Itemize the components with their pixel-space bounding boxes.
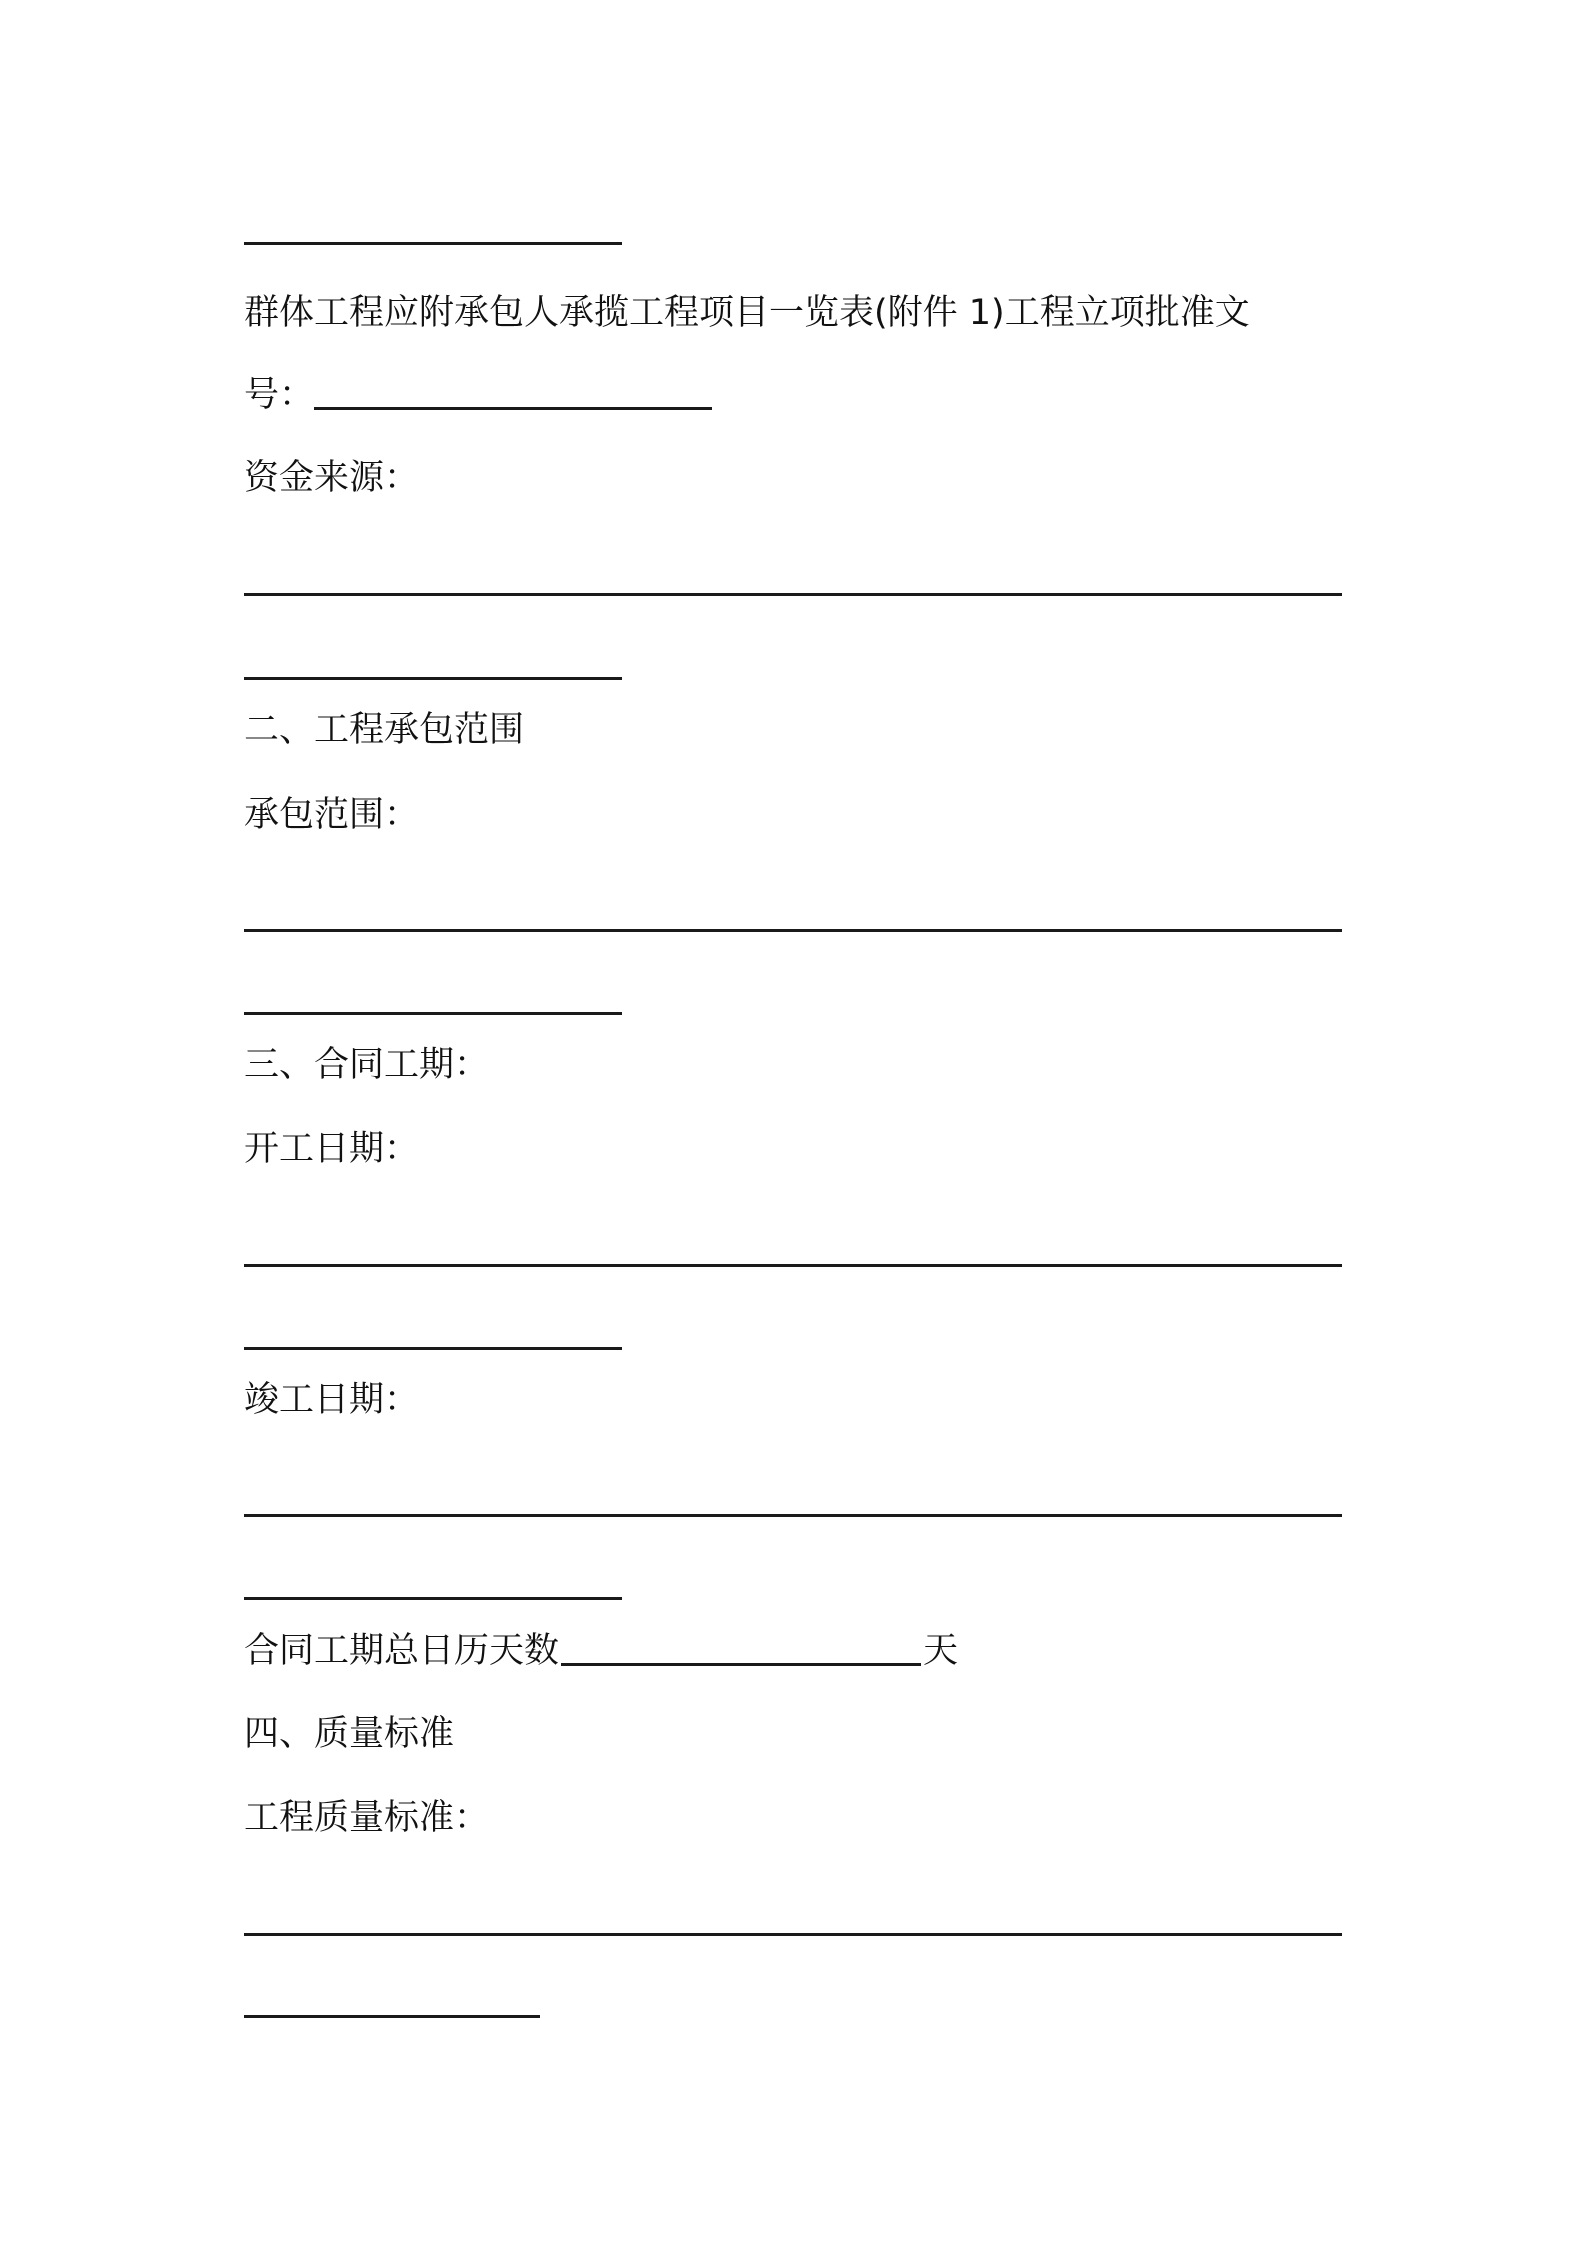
attachment-requirement-text: 群体工程应附承包人承揽工程项目一览表(附件 1)工程立项批准文 (244, 293, 1250, 333)
quality-standard-blank-row-1 (244, 1896, 1342, 1946)
section-4-heading (244, 1709, 454, 1759)
fund-source-label: 资金来源： (244, 458, 420, 498)
fund-source-blank-continued[interactable] (244, 677, 622, 680)
scope-blank[interactable] (244, 929, 1342, 932)
fund-source-blank-row-1 (244, 556, 1342, 606)
completion-date-blank[interactable] (244, 1514, 1342, 1517)
blank-line-top (244, 205, 622, 255)
fill-in-blank[interactable] (244, 242, 622, 245)
quality-standard-blank-row-2 (244, 1978, 540, 2028)
total-days-row (244, 1626, 958, 1676)
scope-row (244, 790, 419, 840)
total-days-label: 合同工期总日历天数 (244, 1631, 560, 1671)
section-3-heading (244, 1040, 489, 1090)
scope-blank-row-2 (244, 975, 622, 1025)
section-3-title: 三、合同工期： (244, 1045, 490, 1085)
quality-standard-blank[interactable] (244, 1933, 1342, 1936)
quality-standard-label: 工程质量标准： (244, 1798, 490, 1838)
completion-date-label: 竣工日期： (244, 1380, 420, 1420)
fund-source-blank[interactable] (244, 593, 1342, 596)
start-date-blank[interactable] (244, 1264, 1342, 1267)
completion-date-blank-continued[interactable] (244, 1597, 622, 1600)
quality-standard-blank-continued[interactable] (244, 2015, 540, 2018)
total-days-unit: 天 (923, 1631, 959, 1671)
completion-date-blank-row-1 (244, 1477, 1342, 1527)
completion-date-row (244, 1375, 419, 1425)
quality-standard-row (244, 1793, 489, 1843)
start-date-label: 开工日期： (244, 1129, 420, 1169)
start-date-row (244, 1124, 419, 1174)
attachment-requirement-line (244, 288, 1250, 338)
section-2-title: 二、工程承包范围 (244, 710, 525, 750)
approval-number-blank[interactable] (314, 407, 712, 410)
start-date-blank-row-1 (244, 1227, 1342, 1277)
scope-blank-row-1 (244, 892, 1342, 942)
fund-source-row (244, 453, 419, 503)
completion-date-blank-row-2 (244, 1560, 622, 1610)
section-4-title: 四、质量标准 (244, 1714, 455, 1754)
approval-number-row (244, 370, 712, 420)
fund-source-blank-row-2 (244, 640, 622, 690)
total-days-blank[interactable] (561, 1663, 921, 1666)
start-date-blank-row-2 (244, 1310, 622, 1360)
scope-blank-continued[interactable] (244, 1012, 622, 1015)
section-2-heading (244, 705, 524, 755)
approval-number-label: 号： (244, 375, 315, 415)
scope-label: 承包范围： (244, 795, 420, 835)
start-date-blank-continued[interactable] (244, 1347, 622, 1350)
